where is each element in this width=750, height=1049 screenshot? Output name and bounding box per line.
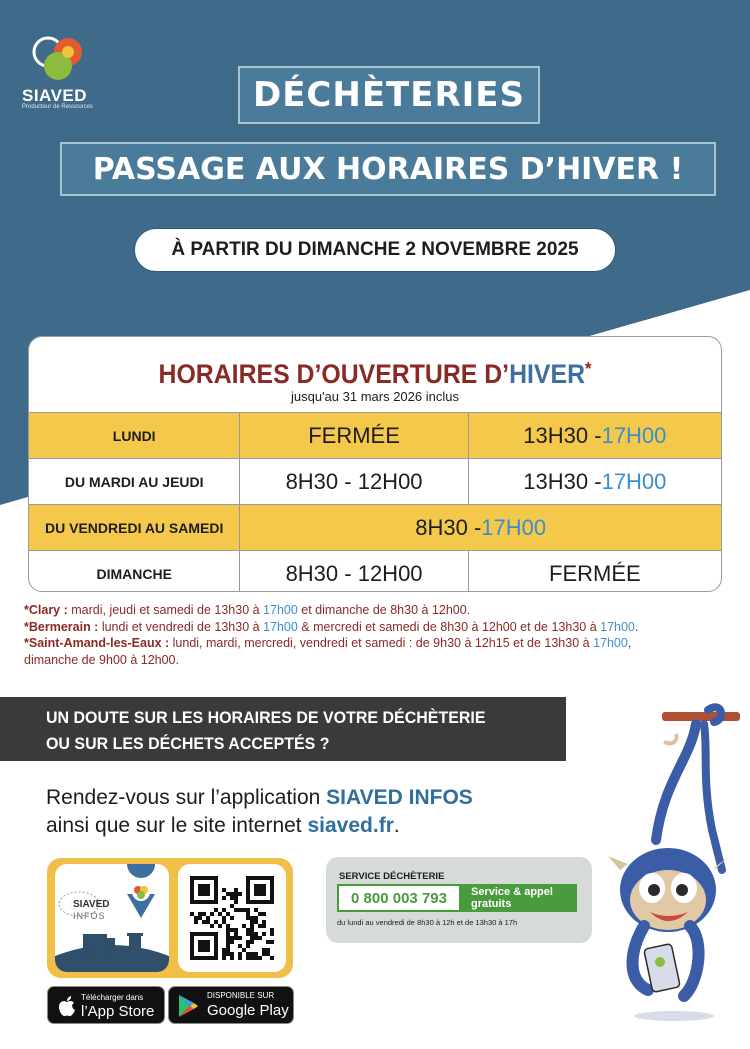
google-play-icon [177, 994, 199, 1018]
afternoon-end: 17H00 [601, 468, 667, 494]
app-store-small: Télécharger dans [81, 993, 144, 1002]
day-cell: DIMANCHE [29, 551, 240, 592]
morning-cell: 8H30 - 12H00 [240, 459, 468, 504]
afternoon-cell: FERMÉE [549, 560, 641, 586]
full-day-cell [240, 505, 721, 550]
morning-cell: FERMÉE [240, 413, 468, 458]
schedule-title-highlight: HIVER [509, 359, 586, 389]
start-date-text: À PARTIR DU DIMANCHE 2 NOVEMBRE 2025 [171, 239, 579, 260]
page-subtitle [60, 142, 716, 196]
service-free-badge: Service & appel gratuits [461, 884, 577, 912]
app-store-button[interactable] [47, 986, 165, 1024]
app-icon-sub: INFOS [73, 911, 106, 921]
monkey-mascot-icon [604, 690, 750, 1030]
schedule-title [57, 359, 694, 390]
schedule-title-mark: * [585, 359, 592, 379]
google-play-small: DISPONIBLE SUR [207, 991, 275, 1000]
table-row-vendredi-samedi [29, 504, 721, 550]
afternoon-end: 17H00 [601, 422, 667, 448]
app-name-link[interactable]: SIAVED INFOS [326, 786, 473, 809]
schedule-validity: jusqu'au 31 mars 2026 inclus [291, 389, 459, 404]
doubt-banner [0, 697, 566, 761]
start-date-badge [134, 228, 616, 272]
doubt-line-1: UN DOUTE SUR LES HORAIRES DE VOTRE DÉCHÈTERIE [46, 708, 486, 727]
apple-icon [57, 994, 77, 1018]
schedule-table [28, 336, 722, 592]
day-cell: DU VENDREDI AU SAMEDI [29, 505, 240, 550]
afternoon-start: 13H30 - [523, 468, 602, 494]
site-exceptions-notes [24, 602, 740, 668]
table-row-dimanche [29, 550, 721, 592]
note-bermerain: *Bermerain : lundi et vendredi de 13h30 à 17h00 & mercredi et samedi de 8h30 à 12h00 et de 13h30 à 17h00. [24, 619, 639, 634]
service-info-box [326, 857, 592, 943]
page-title-text: DÉCHÈTERIES [252, 75, 526, 115]
siaved-infos-app-icon[interactable] [55, 864, 169, 972]
note-saint-amand: *Saint-Amand-les-Eaux : lundi, mardi, mercredi, vendredi et samedi : de 9h30 à 12h15 et de 13h30 à 17h00, [24, 636, 632, 650]
qr-code[interactable] [178, 864, 286, 972]
page-title [238, 66, 540, 124]
brand-name: SIAVED [22, 86, 88, 105]
note-clary: *Clary : mardi, jeudi et samedi de 13h30 à 17h00 et dimanche de 8h30 à 12h00. [24, 603, 471, 617]
full-day-start: 8H30 - [415, 514, 482, 540]
app-icon-name: SIAVED [73, 899, 110, 910]
table-row-lundi [29, 412, 721, 458]
note-saint-amand-sunday: dimanche de 9h00 à 12h00. [24, 652, 179, 667]
service-hours: du lundi au vendredi de 8h30 à 12h et de 13h30 à 17h [337, 918, 518, 927]
table-row-mardi-jeudi [29, 458, 721, 504]
day-cell: DU MARDI AU JEUDI [29, 459, 240, 504]
brand-tagline: Producteur de Ressources [22, 104, 94, 110]
google-play-button[interactable] [168, 986, 294, 1024]
page-subtitle-text: PASSAGE AUX HORAIRES D’HIVER ! [92, 151, 684, 187]
afternoon-cell [469, 459, 721, 504]
google-play-big: Google Play [207, 1002, 289, 1019]
afternoon-start: 13H30 - [523, 422, 602, 448]
app-card [47, 858, 293, 978]
app-store-big: l’App Store [81, 1003, 155, 1020]
qr-code-icon [178, 864, 286, 972]
full-day-end: 17H00 [481, 514, 547, 540]
service-title: SERVICE DÉCHÈTERIE [339, 871, 445, 882]
app-call-to-action: Rendez-vous sur l’application SIAVED INFOS ainsi que sur le site internet siaved.fr. [46, 786, 473, 837]
schedule-title-main: HORAIRES D’OUVERTURE D’ [158, 359, 510, 389]
doubt-line-2: OU SUR LES DÉCHETS ACCEPTÉS ? [46, 734, 330, 753]
morning-cell: 8H30 - 12H00 [240, 551, 468, 592]
service-phone-number[interactable]: 0 800 003 793 [337, 884, 461, 912]
afternoon-cell [469, 413, 721, 458]
website-link[interactable]: siaved.fr [307, 814, 394, 837]
day-cell: LUNDI [29, 413, 240, 458]
